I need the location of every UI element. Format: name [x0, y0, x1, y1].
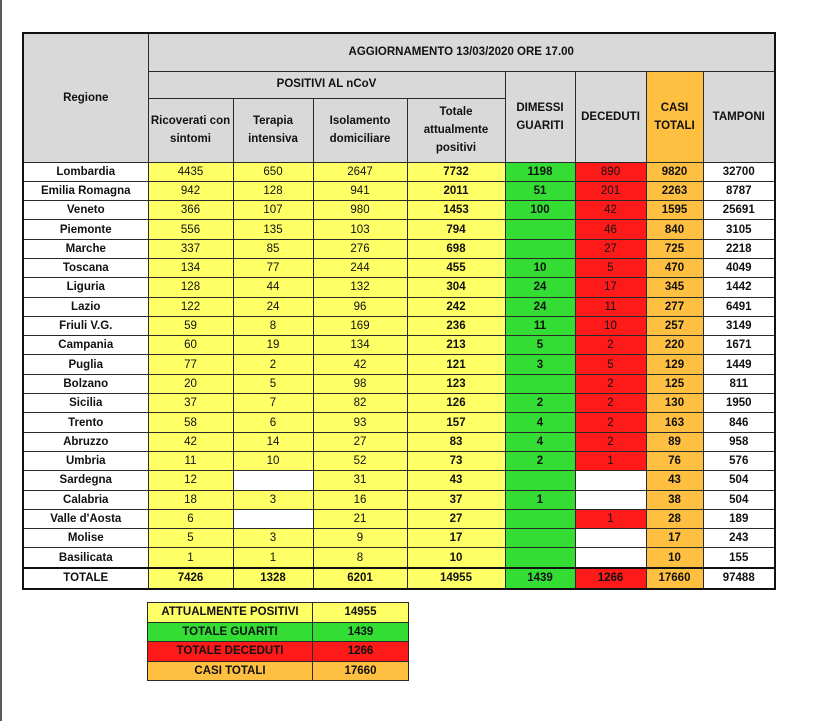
cell-deceduti: 1 [575, 451, 646, 470]
summary-value: 14955 [313, 603, 409, 623]
cell-dimessi: 2 [505, 394, 575, 413]
cell-totale: 126 [407, 394, 505, 413]
cell-regione: Calabria [23, 490, 148, 509]
cell-ricoverati: 366 [148, 201, 233, 220]
cell-terapia: 2 [233, 355, 313, 374]
cell-ricoverati: 122 [148, 297, 233, 316]
cell-tamponi: 32700 [703, 162, 775, 181]
cell-deceduti: 27 [575, 239, 646, 258]
cell-isolamento: 980 [313, 201, 407, 220]
total-terapia: 1328 [233, 568, 313, 589]
cell-dimessi: 3 [505, 355, 575, 374]
cell-dimessi: 5 [505, 336, 575, 355]
cell-tamponi: 1442 [703, 278, 775, 297]
cell-casi: 840 [646, 220, 703, 239]
cell-isolamento: 52 [313, 451, 407, 470]
cell-deceduti: 2 [575, 432, 646, 451]
cell-deceduti [575, 471, 646, 490]
summary-row [148, 661, 409, 681]
cell-isolamento: 42 [313, 355, 407, 374]
table-row [23, 316, 775, 335]
cell-isolamento: 27 [313, 432, 407, 451]
cell-tamponi: 576 [703, 451, 775, 470]
cell-tamponi: 846 [703, 413, 775, 432]
summary-table [147, 602, 409, 681]
cell-ricoverati: 6 [148, 509, 233, 528]
header-dimessi: DIMESSI GUARITI [505, 71, 575, 162]
cell-isolamento: 96 [313, 297, 407, 316]
table-row [23, 413, 775, 432]
cell-ricoverati: 59 [148, 316, 233, 335]
total-positivi: 14955 [407, 568, 505, 589]
cell-terapia: 6 [233, 413, 313, 432]
cell-regione: Bolzano [23, 374, 148, 393]
cell-terapia: 128 [233, 181, 313, 200]
cell-casi: 89 [646, 432, 703, 451]
cell-deceduti: 5 [575, 355, 646, 374]
cell-casi: 1595 [646, 201, 703, 220]
summary-row [148, 603, 409, 623]
cell-dimessi: 11 [505, 316, 575, 335]
cell-totale: 1453 [407, 201, 505, 220]
total-deceduti: 1266 [575, 568, 646, 589]
cell-dimessi: 51 [505, 181, 575, 200]
cell-ricoverati: 4435 [148, 162, 233, 181]
cell-deceduti: 46 [575, 220, 646, 239]
cell-tamponi: 3149 [703, 316, 775, 335]
cell-terapia: 10 [233, 451, 313, 470]
cell-ricoverati: 5 [148, 529, 233, 548]
cell-tamponi: 4049 [703, 258, 775, 277]
table-row [23, 509, 775, 528]
cell-dimessi [505, 529, 575, 548]
cell-isolamento: 169 [313, 316, 407, 335]
summary-row [148, 622, 409, 642]
cell-regione: Umbria [23, 451, 148, 470]
cell-terapia: 14 [233, 432, 313, 451]
cell-casi: 470 [646, 258, 703, 277]
cell-dimessi: 24 [505, 278, 575, 297]
total-casi: 17660 [646, 568, 703, 589]
cell-deceduti: 1 [575, 509, 646, 528]
header-casi-totali: CASI TOTALI [646, 71, 703, 162]
cell-regione: Friuli V.G. [23, 316, 148, 335]
cell-totale: 242 [407, 297, 505, 316]
cell-ricoverati: 128 [148, 278, 233, 297]
cell-totale: 2011 [407, 181, 505, 200]
table-row [23, 451, 775, 470]
cell-ricoverati: 337 [148, 239, 233, 258]
cell-ricoverati: 942 [148, 181, 233, 200]
cell-deceduti: 17 [575, 278, 646, 297]
cell-regione: Valle d'Aosta [23, 509, 148, 528]
table-row [23, 471, 775, 490]
cell-totale: 236 [407, 316, 505, 335]
table-row [23, 548, 775, 568]
cell-regione: Trento [23, 413, 148, 432]
cell-deceduti: 2 [575, 336, 646, 355]
cell-isolamento: 941 [313, 181, 407, 200]
cell-deceduti: 2 [575, 394, 646, 413]
cell-regione: Marche [23, 239, 148, 258]
cell-tamponi: 1671 [703, 336, 775, 355]
cell-casi: 130 [646, 394, 703, 413]
cell-terapia [233, 471, 313, 490]
cell-dimessi [505, 374, 575, 393]
summary-label: TOTALE DECEDUTI [148, 642, 313, 662]
cell-isolamento: 134 [313, 336, 407, 355]
cell-totale: 27 [407, 509, 505, 528]
total-ricoverati: 7426 [148, 568, 233, 589]
cell-tamponi: 243 [703, 529, 775, 548]
cell-ricoverati: 11 [148, 451, 233, 470]
cell-tamponi: 1449 [703, 355, 775, 374]
cell-casi: 43 [646, 471, 703, 490]
cell-regione: Sardegna [23, 471, 148, 490]
cell-ricoverati: 77 [148, 355, 233, 374]
table-row [23, 490, 775, 509]
cell-terapia: 135 [233, 220, 313, 239]
cell-dimessi: 1198 [505, 162, 575, 181]
cell-tamponi: 811 [703, 374, 775, 393]
summary-row [148, 642, 409, 662]
cell-deceduti: 890 [575, 162, 646, 181]
cell-totale: 123 [407, 374, 505, 393]
cell-regione: Basilicata [23, 548, 148, 568]
cell-terapia: 8 [233, 316, 313, 335]
header-regione: Regione [23, 33, 148, 162]
cell-dimessi [505, 220, 575, 239]
cell-terapia: 3 [233, 529, 313, 548]
total-dimessi: 1439 [505, 568, 575, 589]
cell-isolamento: 244 [313, 258, 407, 277]
cell-casi: 28 [646, 509, 703, 528]
cell-casi: 725 [646, 239, 703, 258]
table-row [23, 355, 775, 374]
cell-isolamento: 82 [313, 394, 407, 413]
cell-ricoverati: 20 [148, 374, 233, 393]
cell-ricoverati: 556 [148, 220, 233, 239]
cell-casi: 9820 [646, 162, 703, 181]
cell-tamponi: 2218 [703, 239, 775, 258]
table-row [23, 432, 775, 451]
cell-ricoverati: 58 [148, 413, 233, 432]
total-tamponi: 97488 [703, 568, 775, 589]
summary-label: CASI TOTALI [148, 661, 313, 681]
cell-isolamento: 93 [313, 413, 407, 432]
cell-casi: 76 [646, 451, 703, 470]
cell-deceduti: 11 [575, 297, 646, 316]
cell-casi: 220 [646, 336, 703, 355]
cell-isolamento: 103 [313, 220, 407, 239]
cell-terapia: 77 [233, 258, 313, 277]
cell-regione: Veneto [23, 201, 148, 220]
cell-deceduti: 201 [575, 181, 646, 200]
cell-totale: 121 [407, 355, 505, 374]
table-row [23, 258, 775, 277]
cell-regione: Campania [23, 336, 148, 355]
cell-tamponi: 504 [703, 490, 775, 509]
cell-ricoverati: 18 [148, 490, 233, 509]
cell-totale: 455 [407, 258, 505, 277]
cell-ricoverati: 60 [148, 336, 233, 355]
cell-terapia: 5 [233, 374, 313, 393]
cell-tamponi: 504 [703, 471, 775, 490]
cell-deceduti: 2 [575, 413, 646, 432]
cell-totale: 794 [407, 220, 505, 239]
cell-ricoverati: 42 [148, 432, 233, 451]
cell-totale: 17 [407, 529, 505, 548]
cell-regione: Sicilia [23, 394, 148, 413]
cell-terapia: 650 [233, 162, 313, 181]
cell-dimessi [505, 548, 575, 568]
summary-label: ATTUALMENTE POSITIVI [148, 603, 313, 623]
cell-regione: Liguria [23, 278, 148, 297]
cell-tamponi: 6491 [703, 297, 775, 316]
cell-regione: Puglia [23, 355, 148, 374]
cell-tamponi: 1950 [703, 394, 775, 413]
table-row [23, 297, 775, 316]
header-terapia: Terapia intensiva [233, 98, 313, 162]
cell-regione: Toscana [23, 258, 148, 277]
cell-totale: 43 [407, 471, 505, 490]
cell-casi: 17 [646, 529, 703, 548]
cell-terapia: 3 [233, 490, 313, 509]
totals-row [23, 568, 775, 589]
cell-terapia: 24 [233, 297, 313, 316]
cell-casi: 277 [646, 297, 703, 316]
cell-isolamento: 2647 [313, 162, 407, 181]
cell-isolamento: 31 [313, 471, 407, 490]
table-row [23, 529, 775, 548]
cell-casi: 10 [646, 548, 703, 568]
cell-regione: Lombardia [23, 162, 148, 181]
cell-tamponi: 3105 [703, 220, 775, 239]
cell-casi: 38 [646, 490, 703, 509]
cell-totale: 304 [407, 278, 505, 297]
cell-deceduti [575, 529, 646, 548]
cell-terapia: 19 [233, 336, 313, 355]
cell-totale: 83 [407, 432, 505, 451]
cell-tamponi: 8787 [703, 181, 775, 200]
cell-isolamento: 132 [313, 278, 407, 297]
cell-totale: 37 [407, 490, 505, 509]
cell-dimessi [505, 509, 575, 528]
cell-regione: Emilia Romagna [23, 181, 148, 200]
cell-totale: 73 [407, 451, 505, 470]
cell-ricoverati: 12 [148, 471, 233, 490]
summary-label: TOTALE GUARITI [148, 622, 313, 642]
total-label: TOTALE [23, 568, 148, 589]
table-row [23, 181, 775, 200]
cell-casi: 257 [646, 316, 703, 335]
cell-deceduti: 10 [575, 316, 646, 335]
cell-dimessi [505, 471, 575, 490]
cell-casi: 345 [646, 278, 703, 297]
cell-casi: 163 [646, 413, 703, 432]
cell-terapia: 44 [233, 278, 313, 297]
cell-totale: 157 [407, 413, 505, 432]
cell-regione: Lazio [23, 297, 148, 316]
cell-terapia [233, 509, 313, 528]
cell-dimessi: 24 [505, 297, 575, 316]
cell-dimessi: 4 [505, 413, 575, 432]
cell-dimessi: 2 [505, 451, 575, 470]
cell-tamponi: 958 [703, 432, 775, 451]
cell-dimessi: 10 [505, 258, 575, 277]
table-row [23, 394, 775, 413]
cell-isolamento: 21 [313, 509, 407, 528]
cell-regione: Abruzzo [23, 432, 148, 451]
header-positivi-group: POSITIVI AL nCoV [148, 71, 505, 98]
cell-ricoverati: 134 [148, 258, 233, 277]
cell-dimessi: 4 [505, 432, 575, 451]
cell-ricoverati: 1 [148, 548, 233, 568]
cell-totale: 7732 [407, 162, 505, 181]
cell-terapia: 85 [233, 239, 313, 258]
cell-deceduti: 5 [575, 258, 646, 277]
header-deceduti: DECEDUTI [575, 71, 646, 162]
cell-terapia: 7 [233, 394, 313, 413]
table-row [23, 239, 775, 258]
cell-tamponi: 189 [703, 509, 775, 528]
cell-tamponi: 155 [703, 548, 775, 568]
cell-totale: 698 [407, 239, 505, 258]
table-row [23, 162, 775, 181]
cell-terapia: 1 [233, 548, 313, 568]
cell-casi: 129 [646, 355, 703, 374]
cell-casi: 2263 [646, 181, 703, 200]
cell-tamponi: 25691 [703, 201, 775, 220]
header-ricoverati: Ricoverati con sintomi [148, 98, 233, 162]
table-row [23, 336, 775, 355]
summary-value: 1266 [313, 642, 409, 662]
cell-deceduti: 2 [575, 374, 646, 393]
total-isolamento: 6201 [313, 568, 407, 589]
cell-dimessi: 100 [505, 201, 575, 220]
cell-regione: Molise [23, 529, 148, 548]
cell-dimessi [505, 239, 575, 258]
covid-data-table [22, 32, 776, 590]
cell-regione: Piemonte [23, 220, 148, 239]
cell-deceduti [575, 548, 646, 568]
cell-isolamento: 16 [313, 490, 407, 509]
cell-ricoverati: 37 [148, 394, 233, 413]
summary-value: 1439 [313, 622, 409, 642]
cell-totale: 213 [407, 336, 505, 355]
cell-deceduti [575, 490, 646, 509]
table-row [23, 278, 775, 297]
cell-terapia: 107 [233, 201, 313, 220]
cell-isolamento: 276 [313, 239, 407, 258]
summary-value: 17660 [313, 661, 409, 681]
table-title: AGGIORNAMENTO 13/03/2020 ORE 17.00 [148, 33, 775, 71]
cell-totale: 10 [407, 548, 505, 568]
table-row [23, 201, 775, 220]
header-isolamento: Isolamento domiciliare [313, 98, 407, 162]
table-row [23, 374, 775, 393]
table-row [23, 220, 775, 239]
header-totale-positivi: Totale attualmente positivi [407, 98, 505, 162]
cell-deceduti: 42 [575, 201, 646, 220]
cell-dimessi: 1 [505, 490, 575, 509]
left-edge-bar [0, 0, 2, 721]
cell-casi: 125 [646, 374, 703, 393]
cell-isolamento: 8 [313, 548, 407, 568]
cell-isolamento: 98 [313, 374, 407, 393]
header-tamponi: TAMPONI [703, 71, 775, 162]
cell-isolamento: 9 [313, 529, 407, 548]
